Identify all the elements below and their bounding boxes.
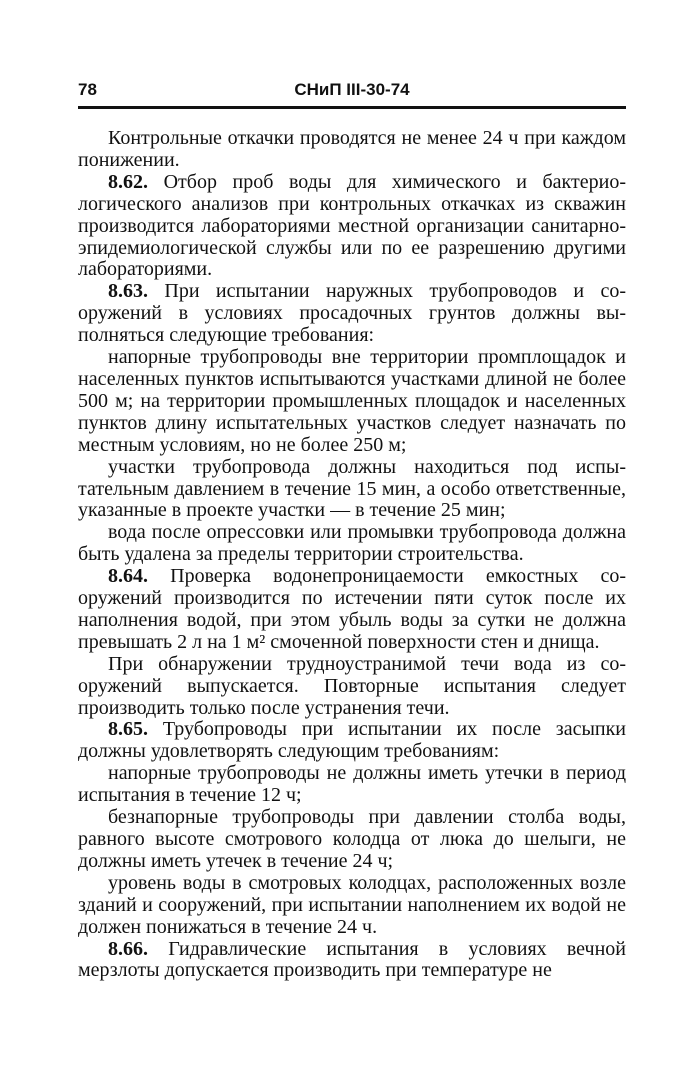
clause-number: 8.64. xyxy=(108,565,148,588)
paragraph-text: При испытании наружных трубопроводов и сооружений в условиях просадочных грунтов должны выполняться следующие требования: xyxy=(78,280,626,347)
header-rule xyxy=(78,106,626,109)
paragraph-8-66 xyxy=(78,939,626,983)
paragraph-8-64-a xyxy=(78,654,626,720)
clause-number: 8.62. xyxy=(108,170,148,193)
paragraph-text: Гидравлические испытания в условиях вечной мерзлоты допускается производить при температуре не xyxy=(78,937,627,982)
paragraph-text: безнапорные трубопроводы при давлении столба воды, равного высоте смотрового колодца от люка до шелыги, не должны иметь утечек в течение 24 ч; xyxy=(78,806,626,872)
paragraph-text: вода после опрессовки или промывки трубопровода должна быть удалена за пределы территории строительства. xyxy=(78,521,626,566)
paragraph-text: напорные трубопроводы вне территории промплощадок и населенных пунктов испытываются участками длиной не более 500 м; на территории промышленных площадок и населенных пунктов длину испытательных участков следует назначать по местным условиям, но не более 250 м; xyxy=(78,346,626,456)
clause-number: 8.65. xyxy=(108,718,148,741)
paragraph-text: Отбор проб воды для химического и бактериологического анализов при контрольных откачках из скважин производится лабораториями местной организации санитарно-эпидемиологической службы или по ее разрешению другими лабораториями. xyxy=(78,170,627,281)
paragraph-text: При обнаружении трудноустранимой течи вода из сооружений выпускается. Повторные испытания следует производить только после устранения течи. xyxy=(78,652,626,719)
paragraph-text: Проверка водонепроницаемости емкостных сооружений производится по истечении пяти суток после их наполнения водой, при этом убыль воды за сутки не должна превышать 2 л на 1 м² смоченной поверхности стен и днища. xyxy=(78,565,626,653)
page-header xyxy=(78,80,626,106)
paragraph-8-63-b xyxy=(78,457,626,523)
clause-number: 8.66. xyxy=(108,937,148,960)
document-code: СНиП III-30-74 xyxy=(294,80,410,99)
paragraph-8-65-c xyxy=(78,873,626,939)
paragraph-8-63 xyxy=(78,281,626,347)
page-number: 78 xyxy=(78,80,97,99)
paragraph-text: уровень воды в смотровых колодцах, расположенных возле зданий и сооружений, при испытании наполнением их водой не должен понижаться в течение 24 ч. xyxy=(78,871,626,938)
paragraph-8-63-c xyxy=(78,522,626,566)
paragraph-8-64 xyxy=(78,566,626,654)
paragraph-text: напорные трубопроводы не должны иметь утечки в период испытания в течение 12 ч; xyxy=(78,762,626,807)
paragraph-8-65-a xyxy=(78,763,626,807)
paragraph-text: участки трубопровода должны находиться под испытательным давлением в течение 15 мин, а особо ответственные, указанные в проекте участки — в течение 25 мин; xyxy=(78,455,626,522)
paragraph-8-62 xyxy=(78,172,626,282)
paragraph-8-65 xyxy=(78,719,626,763)
paragraph-0 xyxy=(78,128,626,172)
paragraph-text: Трубопроводы при испытании их после засыпки должны удовлетворять следующим требованиям: xyxy=(78,718,627,763)
paragraph-8-63-a xyxy=(78,347,626,457)
paragraph-text: Контрольные откачки проводятся не менее 24 ч при каждом понижении. xyxy=(78,127,626,171)
body-text xyxy=(78,128,626,982)
paragraph-8-65-b xyxy=(78,807,626,873)
clause-number: 8.63. xyxy=(108,280,148,303)
